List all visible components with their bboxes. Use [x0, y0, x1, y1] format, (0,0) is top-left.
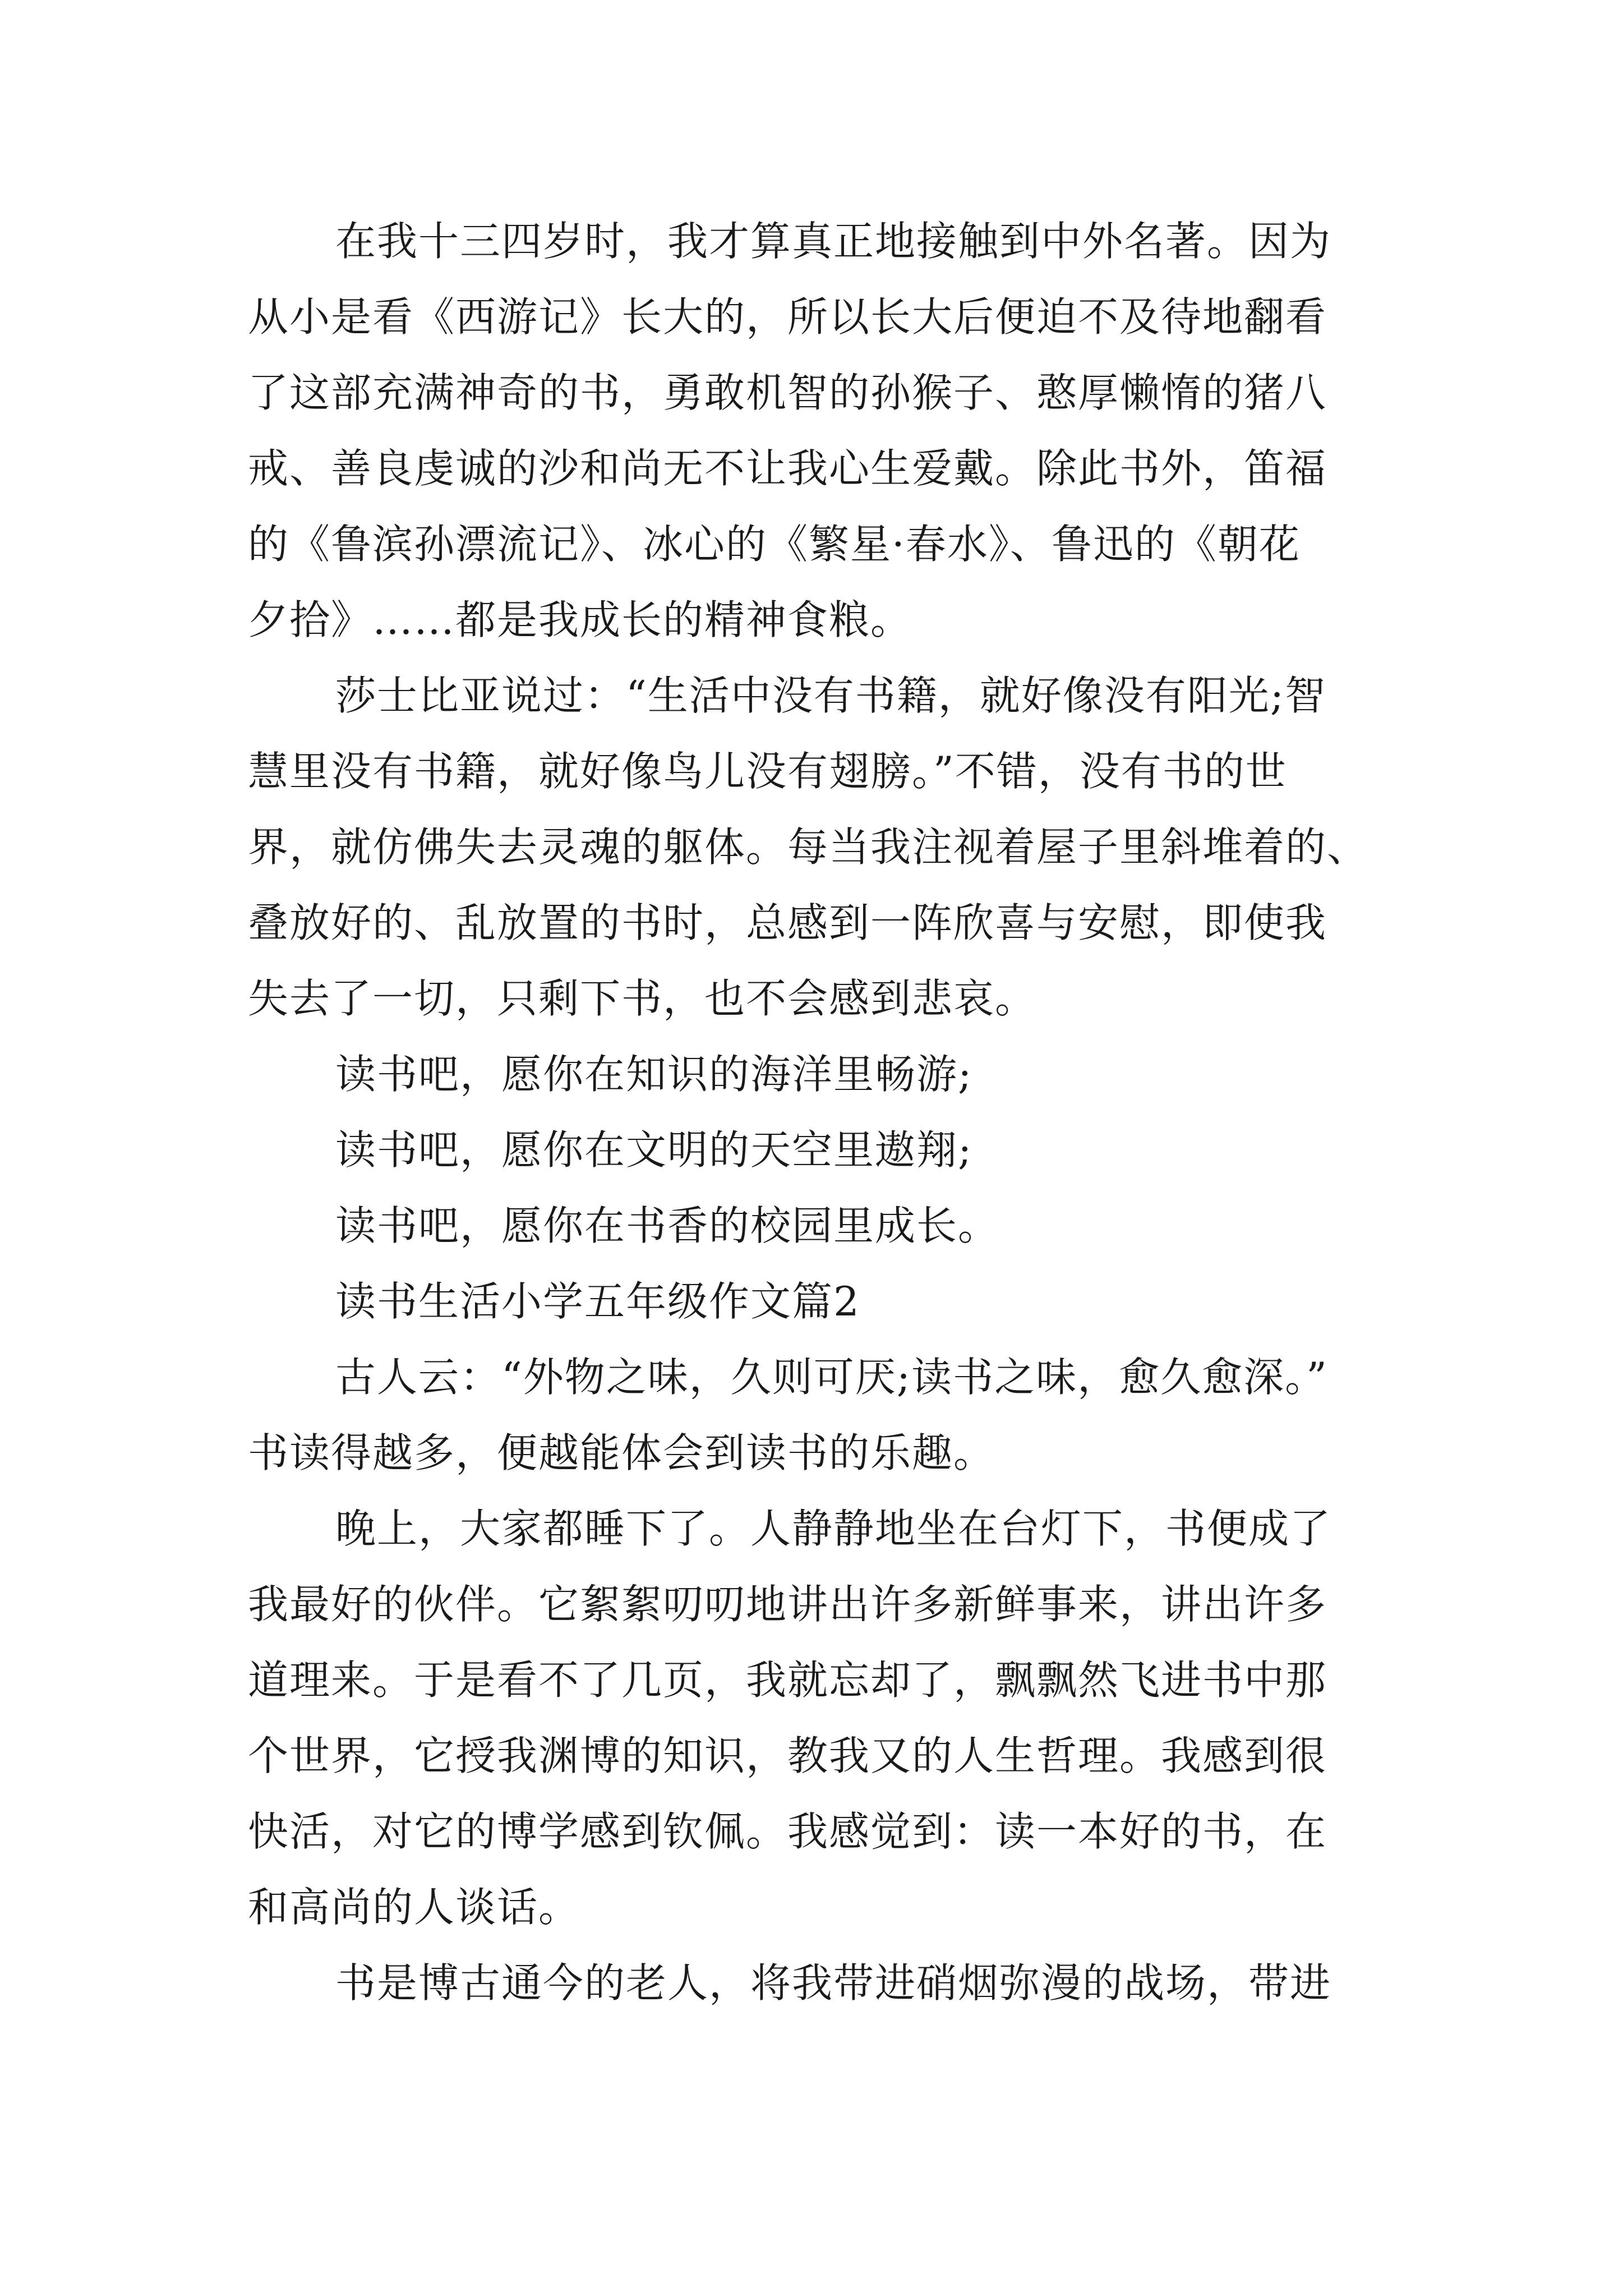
text-line: 读书吧，愿你在书香的校园里成长。 [335, 1202, 1000, 1249]
text-line: 在我十三四岁时，我才算真正地接触到中外名著。因为 [335, 218, 1332, 265]
text-line: 快活，对它的博学感到钦佩。我感觉到：读一本好的书，在 [248, 1808, 1327, 1855]
text-line: 叠放好的、乱放置的书时，总感到一阵欣喜与安慰，即使我 [248, 899, 1327, 946]
text-line: 莎士比亚说过：“生活中没有书籍，就好像没有阳光;智 [335, 672, 1327, 719]
text-line: 书是博古通今的老人，将我带进硝烟弥漫的战场，带进 [335, 1959, 1332, 2007]
text-line: 个世界，它授我渊博的知识，教我又的人生哲理。我感到很 [248, 1732, 1327, 1779]
text-line: 从小是看《西游记》长大的，所以长大后便迫不及待地翻看 [248, 293, 1327, 341]
text-line: 失去了一切，只剩下书，也不会感到悲哀。 [248, 975, 1037, 1022]
text-line: 戒、善良虔诚的沙和尚无不让我心生爱戴。除此书外，笛福 [248, 445, 1327, 492]
text-line: 书读得越多，便越能体会到读书的乐趣。 [248, 1429, 995, 1476]
text-line: 慧里没有书籍，就好像鸟儿没有翅膀。”不错，没有书的世 [248, 748, 1287, 795]
text-line: 晚上，大家都睡下了。人静静地坐在台灯下，书便成了 [335, 1505, 1332, 1552]
text-line: 我最好的伙伴。它絮絮叨叨地讲出许多新鲜事来，讲出许多 [248, 1581, 1327, 1628]
text-line: 和高尚的人谈话。 [248, 1884, 580, 1931]
text-line: 界，就仿佛失去灵魂的躯体。每当我注视着屋子里斜堆着的、 [248, 823, 1369, 871]
text-line: 的《鲁滨孙漂流记》、冰心的《繁星·春水》、鲁迅的《朝花 [248, 521, 1301, 568]
text-line: 读书吧，愿你在知识的海洋里畅游; [335, 1051, 973, 1098]
text-line: 道理来。于是看不了几页，我就忘却了，飘飘然飞进书中那 [248, 1657, 1327, 1704]
text-line: 古人云：“外物之味，久则可厌;读书之味，愈久愈深。” [335, 1354, 1328, 1401]
text-line: 夕拾》……都是我成长的精神食粮。 [248, 596, 912, 643]
text-line: 读书吧，愿你在文明的天空里遨翔; [335, 1126, 973, 1174]
section-heading: 读书生活小学五年级作文篇2 [335, 1278, 860, 1325]
text-line: 了这部充满神奇的书，勇敢机智的孙猴子、憨厚懒惰的猪八 [248, 369, 1327, 416]
